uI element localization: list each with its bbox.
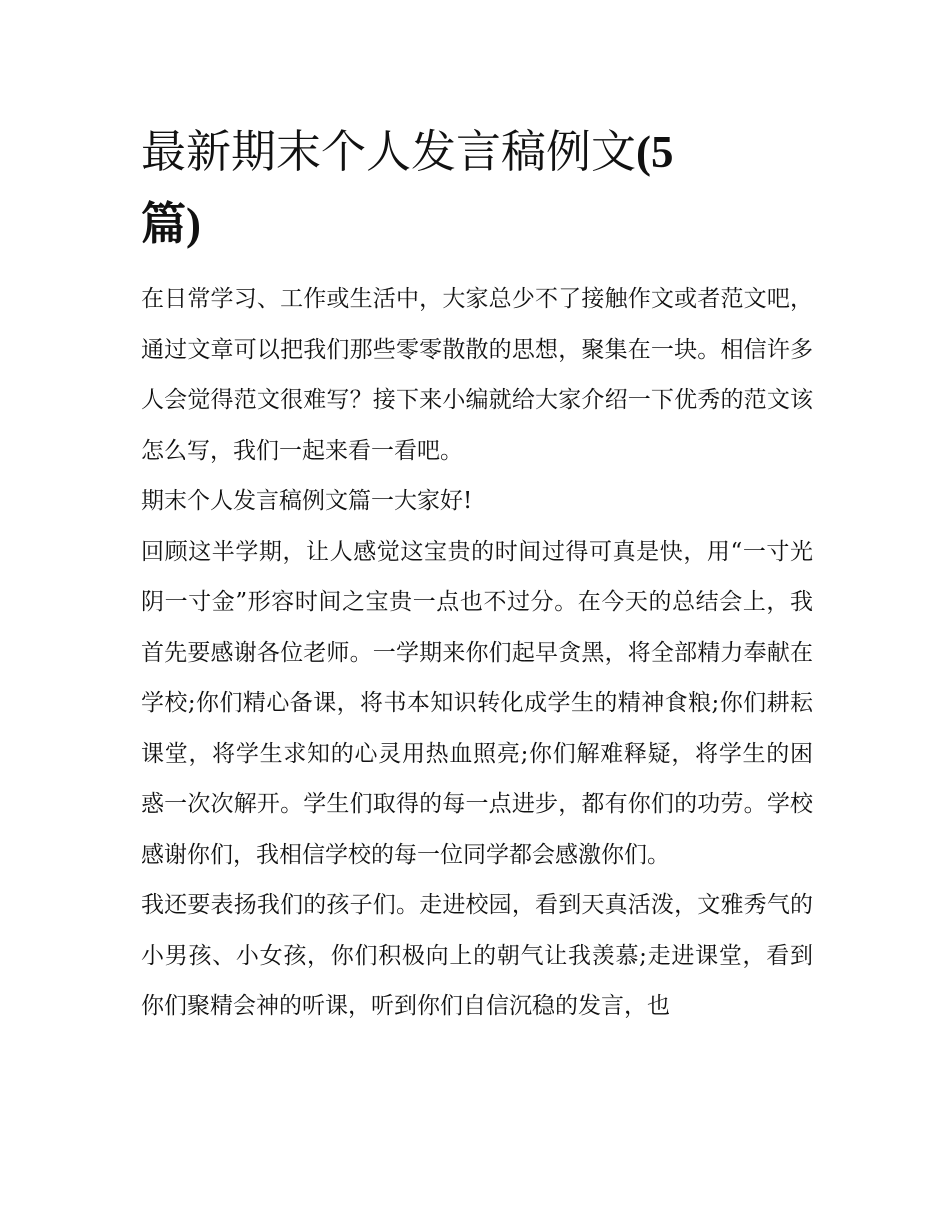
paragraph-intro: 在日常学习、工作或生活中，大家总少不了接触作文或者范文吧，通过文章可以把我们那些零零散散的思想，聚集在一块。相信许多人会觉得范文很难写？接下来小编就给大家介绍一下优秀的范文该怎么写，我们一起来看一看吧。 [141,286,813,464]
title-main: 最新期末个人发言稿例文 [141,125,637,178]
document-title [141,116,813,260]
title-line2: 篇) [141,199,201,249]
document-body [141,116,813,1032]
paragraph-praise-children: 我还要表扬我们的孩子们。走进校园，看到天真活泼，文雅秀气的小男孩、小女孩，你们积极向上的朝气让我羡慕;走进课堂，看到你们聚精会神的听课，听到你们自信沉稳的发言，也 [141,892,813,1019]
paragraph-thanks-teachers: 回顾这半学期，让人感觉这宝贵的时间过得可真是快，用“一寸光阴一寸金”形容时间之宝贵一点也不过分。在今天的总结会上，我首先要感谢各位老师。一学期来你们起早贪黑，将全部精力奉献在学校;你们精心备课，将书本知识转化成学生的精神食粮;你们耕耘课堂，将学生求知的心灵用热血照亮;你们解难释疑，将学生的困惑一次次解开。学生们取得的每一点进步，都有你们的功劳。学校感谢你们，我相信学校的每一位同学都会感激你们。 [141,538,813,868]
paragraph-section-heading: 期末个人发言稿例文篇一大家好! [141,488,473,514]
title-suffix: (5 [636,127,674,177]
